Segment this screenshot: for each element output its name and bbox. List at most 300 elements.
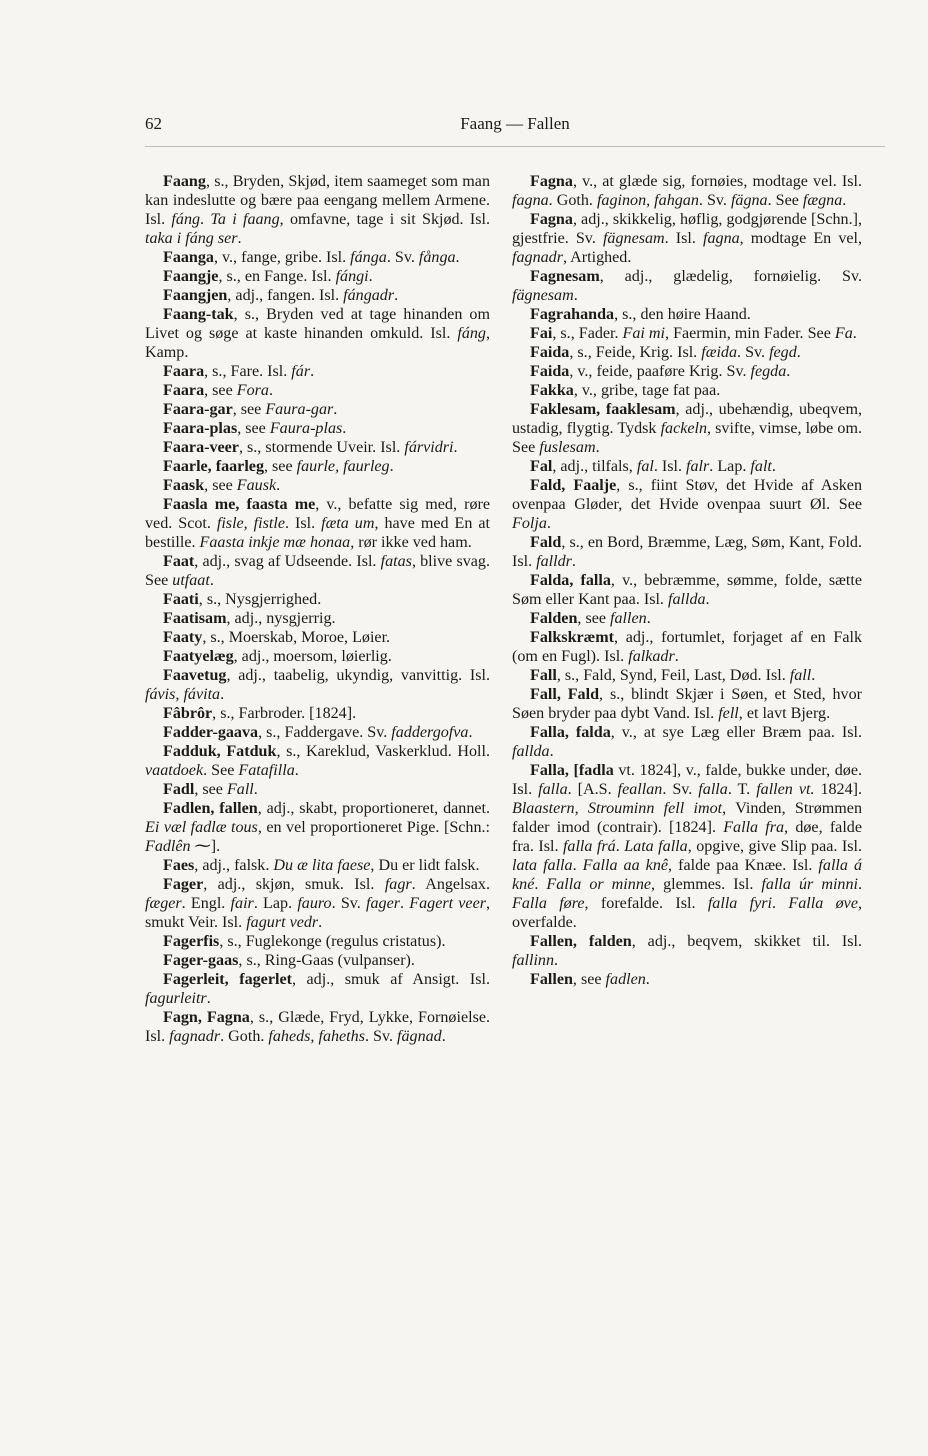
- entry-text: , adj., fortumlet, forjaget af en Falk (om en Fugl). Isl.: [512, 629, 862, 665]
- entry-text: .: [857, 876, 863, 893]
- headword: Fall, Fald: [530, 686, 600, 703]
- entry-text: , s., fiint Støv, det Hvide af Asken ovenpaa Gløder, det Hvide ovenpaa suurt Øl. See: [512, 477, 862, 513]
- italic-form: fánga: [350, 249, 387, 266]
- entry-text: .: [772, 895, 789, 912]
- italic-form: Faura-gar: [265, 401, 334, 418]
- headword: Falda, falla: [530, 572, 611, 589]
- entry-text: , s., Fader.: [552, 325, 623, 342]
- italic-form: fallinn: [512, 952, 555, 969]
- entry-text: , v., befatte sig med, røre ved. Scot.: [145, 496, 491, 532]
- entry-text: .: [549, 743, 554, 760]
- headword: Faati: [163, 591, 199, 608]
- italic-form: Falla føre: [512, 895, 585, 912]
- italic-form: fæger: [145, 895, 182, 912]
- italic-form: faginon, fahgan: [596, 192, 699, 209]
- entry-text: , see: [204, 477, 237, 494]
- entry-text: .: [200, 211, 211, 228]
- italic-form: Blaastern, Strouminn fell imot: [512, 800, 723, 817]
- entry-text: , see: [237, 420, 270, 437]
- entry-text: .: [572, 857, 583, 874]
- entry-text: , see: [194, 781, 227, 798]
- entry-text: , et lavt Bjerg.: [738, 705, 831, 722]
- dictionary-entry: [145, 647, 490, 666]
- entry-text: , adj., svag af Udseende. Isl.: [194, 553, 381, 570]
- italic-form: Fatafilla: [238, 762, 295, 779]
- entry-text: .: [534, 876, 547, 893]
- italic-form: fägnesam: [512, 287, 574, 304]
- entry-text: , v., at sye Læg eller Bræm paa. Isl.: [610, 724, 862, 741]
- entry-text: , s., Moerskab, Moroe, Løier.: [202, 629, 391, 646]
- italic-form: falla: [698, 781, 728, 798]
- right-column: [512, 172, 862, 989]
- italic-form: taka i fáng ser: [145, 230, 238, 247]
- entry-text: , s., Nysgjerrighed.: [198, 591, 322, 608]
- entry-text: . Isl.: [284, 515, 322, 532]
- italic-form: Faasta inkje mæ honaa: [199, 534, 351, 551]
- italic-form: fell: [718, 705, 739, 722]
- headword: Faes: [163, 857, 195, 874]
- entry-text: . Sv.: [331, 895, 367, 912]
- dictionary-entry: [145, 780, 490, 799]
- italic-form: Fa: [834, 325, 853, 342]
- entry-text: , adj., falsk.: [194, 857, 274, 874]
- entry-text: .: [389, 458, 394, 475]
- entry-text: , forefalde. Isl.: [584, 895, 708, 912]
- entry-text: , see: [577, 610, 611, 627]
- entry-text: , Faermin, min Fader. See: [665, 325, 835, 342]
- entry-text: , s., Bryden ved at tage hinanden om Livet og søge at kaste hinanden omkuld. Isl.: [145, 306, 490, 342]
- italic-form: fagurleitr: [145, 990, 207, 1007]
- dictionary-entry: [512, 381, 862, 400]
- entry-text: , see: [232, 401, 266, 418]
- entry-text: . Sv.: [364, 1028, 398, 1045]
- headword: Faara: [163, 382, 205, 399]
- dictionary-entry: [145, 305, 490, 362]
- dictionary-entry: [512, 172, 862, 210]
- entry-text: .: [796, 344, 801, 361]
- headword: Faarle, faarleg: [163, 458, 264, 475]
- entry-text: , s., Feide, Krig. Isl.: [569, 344, 702, 361]
- headword: Faara: [163, 363, 205, 380]
- entry-text: .: [595, 439, 600, 456]
- entry-text: .: [209, 572, 214, 589]
- dictionary-entry: [512, 267, 862, 305]
- italic-form: fatas: [380, 553, 412, 570]
- italic-form: faurle, faurleg: [296, 458, 390, 475]
- entry-text: .: [554, 952, 559, 969]
- entry-text: , Du er lidt falsk.: [370, 857, 480, 874]
- headword: Faaty: [163, 629, 203, 646]
- headword: Faatisam: [163, 610, 227, 627]
- italic-form: falla úr minni: [761, 876, 858, 893]
- entry-text: . Isl.: [664, 230, 703, 247]
- dictionary-entry: [145, 552, 490, 590]
- italic-form: fallda: [512, 743, 550, 760]
- italic-form: fadlen: [605, 971, 646, 988]
- entry-text: , s., Fald, Synd, Feil, Last, Død. Isl.: [556, 667, 790, 684]
- headword: Faatyelæg: [163, 648, 234, 665]
- dictionary-entry: [145, 799, 490, 856]
- italic-form: fárvidri: [404, 439, 454, 456]
- entry-text: , s., Glæde, Fryd, Lykke, Fornøielse. Isl.: [145, 1009, 490, 1045]
- italic-form: fagr: [384, 876, 412, 893]
- headword: Faat: [163, 553, 195, 570]
- entry-text: , s., Faddergave. Sv.: [258, 724, 392, 741]
- headword: Faangjen: [163, 287, 228, 304]
- dictionary-entry: [145, 362, 490, 381]
- entry-text: . See: [767, 192, 803, 209]
- entry-text: , adj., ubehændig, ubeqvem, ustadig, flygtig. Tydsk: [512, 401, 862, 437]
- dictionary-entry: [512, 685, 862, 723]
- italic-form: Faura-plas: [269, 420, 343, 437]
- italic-form: fager: [366, 895, 401, 912]
- headword: Faara-veer: [163, 439, 239, 456]
- entry-text: , s., Farbroder. [1824].: [212, 705, 357, 722]
- headword: Faasla me, faasta me: [163, 496, 316, 513]
- entry-text: , rør ikke ved ham.: [350, 534, 472, 551]
- entry-text: .: [842, 192, 847, 209]
- headword: Faavetug: [163, 667, 227, 684]
- entry-text: , s., blindt Skjær i Søen, et Sted, hvor Søen bryder paa dybt Vand. Isl.: [512, 686, 862, 722]
- entry-text: . Engl.: [181, 895, 231, 912]
- italic-form: Fadlên: [145, 838, 191, 855]
- headword: Fakka: [530, 382, 574, 399]
- italic-form: Ei væl fadlæ tous: [145, 819, 258, 836]
- dictionary-entry: [145, 628, 490, 647]
- entry-text: . Lap.: [253, 895, 298, 912]
- dictionary-entry: [145, 609, 490, 628]
- headword: Fai: [530, 325, 553, 342]
- italic-form: fauro: [297, 895, 332, 912]
- italic-form: fagnadr: [169, 1028, 221, 1045]
- dictionary-entry: [145, 856, 490, 875]
- entry-text: .: [220, 686, 225, 703]
- headword: Falla, falda: [530, 724, 611, 741]
- entry-text: , adj., fangen. Isl.: [227, 287, 344, 304]
- dictionary-entry: [512, 362, 862, 381]
- italic-form: faheds, faheths: [268, 1028, 365, 1045]
- entry-text: , v., at glæde sig, fornøies, modtage vel. Isl.: [572, 173, 862, 190]
- headword: Falden: [530, 610, 578, 627]
- dictionary-entry: [145, 666, 490, 704]
- entry-text: .: [674, 648, 679, 665]
- entry-text: , blive svag. See: [145, 553, 490, 589]
- dictionary-entry: [145, 419, 490, 438]
- italic-form: falla fyri: [707, 895, 773, 912]
- entry-text: . Goth.: [548, 192, 597, 209]
- dictionary-entry: [145, 400, 490, 419]
- dictionary-entry: [145, 742, 490, 780]
- entry-text: , s., Kareklud, Vaskerklud. Holl.: [276, 743, 490, 760]
- italic-form: fallen vt.: [756, 781, 815, 798]
- entry-text: , see: [264, 458, 297, 475]
- headword: Fagn, Fagna: [163, 1009, 250, 1026]
- headword: Fall: [530, 667, 557, 684]
- entry-text: .: [852, 325, 857, 342]
- entry-text: , adj., nysgjerrig.: [226, 610, 336, 627]
- entry-text: .: [400, 895, 410, 912]
- italic-form: fæta um: [321, 515, 375, 532]
- dictionary-entry: [145, 723, 490, 742]
- italic-form: fángadr: [343, 287, 395, 304]
- page-number: 62: [145, 114, 162, 133]
- entry-text: . T.: [727, 781, 757, 798]
- italic-form: fallda: [667, 591, 706, 608]
- entry-text: , adj., skabt, proportioneret, dannet.: [257, 800, 491, 817]
- entry-text: . Goth.: [220, 1028, 269, 1045]
- entry-text: .: [441, 1028, 446, 1045]
- entry-text: , s., den høire Haand.: [614, 306, 751, 323]
- entry-text: , v., feide, paaføre Krig. Sv.: [569, 363, 751, 380]
- entry-text: . Isl.: [653, 458, 687, 475]
- italic-form: Ta i faang: [210, 211, 280, 228]
- entry-text: .: [342, 420, 347, 437]
- dictionary-entry: [512, 476, 862, 533]
- dictionary-entry: [512, 970, 862, 989]
- italic-form: Falla fra: [723, 819, 785, 836]
- entry-text: .: [645, 971, 650, 988]
- entry-text: . Sv.: [698, 192, 731, 209]
- italic-form: fisle, fistle: [216, 515, 285, 532]
- entry-text: , s., Fuglekonge (regulus cristatus).: [219, 933, 446, 950]
- headword: Faida: [530, 344, 570, 361]
- entry-text: .: [571, 553, 576, 570]
- dictionary-entry: [145, 438, 490, 457]
- dictionary-entry: [145, 951, 490, 970]
- entry-text: .: [646, 610, 651, 627]
- italic-form: feallan: [617, 781, 663, 798]
- headword: Faangje: [163, 268, 219, 285]
- italic-form: falldr: [536, 553, 572, 570]
- italic-form: vaatdoek: [145, 762, 204, 779]
- headword: Fagerleit, fagerlet: [163, 971, 292, 988]
- entry-text: . See: [203, 762, 239, 779]
- entry-text: , see: [572, 971, 606, 988]
- headword: Fadduk, Fatduk: [163, 743, 277, 760]
- entry-text: , adj., taabelig, ukyndig, vanvittig. Isl.: [226, 667, 490, 684]
- italic-form: fal: [636, 458, 654, 475]
- entry-text: .: [268, 382, 273, 399]
- headword: Fadlen, fallen: [163, 800, 258, 817]
- dictionary-entry: [512, 666, 862, 685]
- running-header: [145, 114, 885, 142]
- dictionary-entry: [512, 723, 862, 761]
- entry-text: . Sv.: [662, 781, 699, 798]
- entry-text: , v., bebræmme, sømme, folde, sætte Søm eller Kant paa. Isl.: [512, 572, 862, 608]
- italic-form: Du æ lita faese: [273, 857, 371, 874]
- entry-text: .: [811, 667, 816, 684]
- dictionary-entry: [512, 628, 862, 666]
- headword: Fal: [530, 458, 553, 475]
- headword: Faara-gar: [163, 401, 233, 418]
- italic-form: fægna: [802, 192, 843, 209]
- entry-text: .: [771, 458, 776, 475]
- header-rule: [145, 146, 885, 147]
- headword: Fagna: [530, 211, 573, 228]
- headword: Faida: [530, 363, 570, 380]
- headword: Fallen, falden: [530, 933, 632, 950]
- dictionary-entry: [512, 305, 862, 324]
- italic-form: fånga: [418, 249, 456, 266]
- entry-text: .: [705, 591, 710, 608]
- page-title: Faang — Fallen: [460, 114, 570, 133]
- entry-text: .: [573, 287, 578, 304]
- entry-text: , s., en Fange. Isl.: [218, 268, 336, 285]
- dictionary-entry: [512, 761, 862, 932]
- italic-form: fegda: [750, 363, 787, 380]
- entry-text: .: [455, 249, 460, 266]
- entry-text: , have med En at bestille.: [145, 515, 490, 551]
- dictionary-entry: [512, 571, 862, 609]
- italic-form: falkadr: [628, 648, 675, 665]
- italic-form: falla frá: [562, 838, 616, 855]
- entry-text: , adj., skjøn, smuk. Isl.: [203, 876, 385, 893]
- entry-text: , s., Fare. Isl.: [204, 363, 292, 380]
- entry-text: .: [294, 762, 299, 779]
- dictionary-entry: [512, 400, 862, 457]
- italic-form: fagnadr: [512, 249, 563, 266]
- entry-text: . Lap.: [709, 458, 751, 475]
- italic-form: fägnesam: [602, 230, 665, 247]
- entry-text: , v., fange, gribe. Isl.: [213, 249, 351, 266]
- italic-form: fáng: [457, 325, 486, 342]
- italic-form: Folja: [512, 515, 547, 532]
- entry-text: .: [468, 724, 473, 741]
- italic-form: fávis, fávita: [145, 686, 221, 703]
- italic-form: fáng: [171, 211, 201, 228]
- italic-form: faddergofva: [391, 724, 469, 741]
- entry-text: .: [786, 363, 791, 380]
- entry-text: , Artighed.: [562, 249, 632, 266]
- headword: Falla, [fadla: [530, 762, 614, 779]
- entry-text: , overfalde.: [512, 895, 863, 931]
- dictionary-entry: [145, 267, 490, 286]
- italic-form: Falla or minne: [546, 876, 652, 893]
- entry-text: .: [368, 268, 373, 285]
- dictionary-entry: [145, 248, 490, 267]
- entry-text: .: [253, 781, 258, 798]
- entry-text: 1824].: [814, 781, 863, 798]
- entry-text: , falde paa Knæe. Isl.: [668, 857, 819, 874]
- entry-text: , Vinden, Strømmen falder imod (contrair). [1824].: [512, 800, 862, 836]
- entry-text: ⁓].: [190, 838, 221, 855]
- dictionary-entry: [512, 210, 862, 267]
- entry-text: .: [394, 287, 399, 304]
- headword: Fallen: [530, 971, 573, 988]
- dictionary-entry: [145, 286, 490, 305]
- entry-text: vt. 1824], v., falde, bukke under, døe. Isl.: [512, 762, 863, 798]
- entry-text: , døe, falde fra. Isl.: [512, 819, 862, 855]
- dictionary-entry: [145, 1008, 490, 1046]
- entry-text: , s., en Bord, Bræmme, Læg, Søm, Kant, Fold. Isl.: [512, 534, 862, 570]
- italic-form: Fai mi: [622, 325, 666, 342]
- italic-form: Falla aa knê: [582, 857, 669, 874]
- headword: Fagerfis: [163, 933, 220, 950]
- entry-text: , s., Bryden, Skjød, item saameget som man kan indeslutte og bære paa eengang mellem Armene. Isl.: [145, 173, 490, 228]
- italic-form: Fora: [236, 382, 269, 399]
- dictionary-entry: [512, 324, 862, 343]
- entry-text: . Sv.: [386, 249, 419, 266]
- entry-text: .: [206, 990, 211, 1007]
- headword: Fald: [530, 534, 562, 551]
- entry-text: . [A.S.: [567, 781, 618, 798]
- italic-form: fángi: [335, 268, 369, 285]
- dictionary-entry: [512, 533, 862, 571]
- entry-text: , adj., smuk af Ansigt. Isl.: [291, 971, 490, 988]
- entry-text: , adj., glædelig, fornøielig. Sv.: [599, 268, 862, 285]
- headword: Faanga: [163, 249, 214, 266]
- dictionary-entry: [145, 381, 490, 400]
- entry-text: .: [546, 515, 551, 532]
- entry-text: .: [333, 401, 338, 418]
- italic-form: lata falla: [512, 857, 573, 874]
- entry-text: .: [237, 230, 242, 247]
- dictionary-entry: [145, 476, 490, 495]
- entry-text: , adj., skikkelig, høflig, godgjørende [Schn.], gjestfrie. Sv.: [512, 211, 862, 247]
- headword: Faang: [163, 173, 206, 190]
- entry-text: .: [615, 838, 625, 855]
- entry-text: . Sv.: [737, 344, 770, 361]
- italic-form: fagna: [703, 230, 740, 247]
- entry-text: , glemmes. Isl.: [651, 876, 762, 893]
- italic-form: fägnad: [397, 1028, 442, 1045]
- dictionary-entry: [512, 932, 862, 970]
- dictionary-entry: [145, 172, 490, 248]
- entry-text: , s., Ring-Gaas (vulpanser).: [238, 952, 415, 969]
- italic-form: Fall: [226, 781, 254, 798]
- headword: Faang-tak: [163, 306, 234, 323]
- italic-form: Fausk: [236, 477, 277, 494]
- left-column: [145, 172, 490, 1046]
- headword: Fadl: [163, 781, 195, 798]
- entry-text: .: [276, 477, 281, 494]
- entry-text: , s., stormende Uveir. Isl.: [238, 439, 405, 456]
- entry-text: , adj., beqvem, skikket til. Isl.: [631, 933, 862, 950]
- dictionary-entry: [512, 343, 862, 362]
- entry-text: , Kamp.: [145, 325, 490, 361]
- italic-form: falla: [538, 781, 568, 798]
- italic-form: fár: [291, 363, 311, 380]
- headword: Faara-plas: [163, 420, 238, 437]
- italic-form: falt: [750, 458, 772, 475]
- entry-text: . Angelsax.: [411, 876, 491, 893]
- italic-form: fegd: [769, 344, 797, 361]
- italic-form: Lata falla: [624, 838, 688, 855]
- italic-form: falla á kné: [512, 857, 863, 893]
- headword: Fald, Faalje: [530, 477, 617, 494]
- headword: Faklesam, faaklesam: [530, 401, 676, 418]
- italic-form: Fagert veer: [409, 895, 486, 912]
- entry-text: , svifte, vimse, løbe om. See: [512, 420, 862, 456]
- headword: Fâbrôr: [163, 705, 213, 722]
- italic-form: fagna: [512, 192, 549, 209]
- entry-text: , adj., moersom, løierlig.: [233, 648, 392, 665]
- headword: Fagnesam: [530, 268, 600, 285]
- headword: Falkskræmt: [530, 629, 615, 646]
- headword: Fager-gaas: [163, 952, 239, 969]
- italic-form: fägna: [730, 192, 768, 209]
- italic-form: falr: [686, 458, 710, 475]
- italic-form: fackeln: [660, 420, 708, 437]
- entry-text: , smukt Veir. Isl.: [145, 895, 491, 931]
- headword: Fadder-gaava: [163, 724, 259, 741]
- italic-form: fæida: [701, 344, 738, 361]
- entry-text: , opgive, give Slip paa. Isl.: [687, 838, 862, 855]
- dictionary-entry: [145, 932, 490, 951]
- headword: Faask: [163, 477, 205, 494]
- dictionary-entry: [145, 457, 490, 476]
- entry-text: , modtage En vel,: [739, 230, 862, 247]
